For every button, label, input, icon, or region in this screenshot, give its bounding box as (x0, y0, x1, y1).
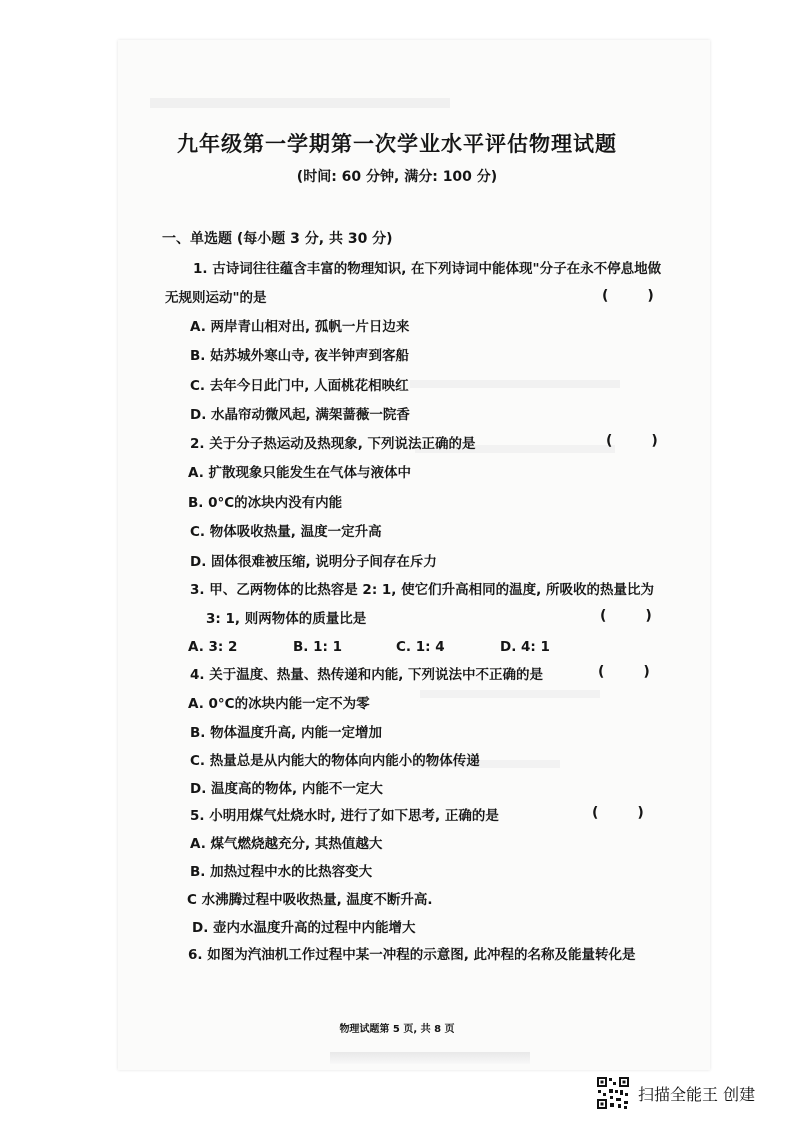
q3-option-a: A. 3: 2 (188, 639, 238, 655)
q3-stem-line1: 3. 甲、乙两物体的比热容是 2: 1, 使它们升高相同的温度, 所吸收的热量比为 (190, 582, 654, 598)
bleed-through-mark (420, 690, 600, 698)
q1-option-b: B. 姑苏城外寒山寺, 夜半钟声到客船 (190, 348, 409, 364)
q4-stem: 4. 关于温度、热量、热传递和内能, 下列说法中不正确的是 (190, 667, 544, 683)
q4-answer-paren: ( ) (598, 664, 650, 680)
bleed-through-mark (150, 98, 450, 108)
q5-answer-paren: ( ) (592, 805, 644, 821)
q1-option-a: A. 两岸青山相对出, 孤帆一片日边来 (190, 319, 410, 335)
q4-option-c: C. 热量总是从内能大的物体向内能小的物体传递 (190, 753, 480, 769)
q2-answer-paren: ( ) (606, 433, 658, 449)
exam-title: 九年级第一学期第一次学业水平评估物理试题 (177, 132, 617, 156)
q4-option-a: A. 0°C的冰块内能一定不为零 (188, 696, 370, 712)
q1-answer-paren: ( ) (602, 288, 654, 304)
bleed-through-mark (410, 380, 620, 388)
q2-option-d: D. 固体很难被压缩, 说明分子间存在斥力 (190, 554, 437, 570)
q1-stem-line1: 1. 古诗词往往蕴含丰富的物理知识, 在下列诗词中能体现"分子在永不停息地做 (193, 261, 662, 277)
q5-option-c: C 水沸腾过程中吸收热量, 温度不断升高. (187, 892, 433, 908)
q1-option-c: C. 去年今日此门中, 人面桃花相映红 (190, 378, 409, 394)
q5-option-d: D. 壶内水温度升高的过程中内能增大 (192, 920, 416, 936)
q2-option-c: C. 物体吸收热量, 温度一定升高 (190, 524, 382, 540)
scanner-watermark-text: 扫描全能王 创建 (638, 1085, 756, 1104)
q4-option-d: D. 温度高的物体, 内能不一定大 (190, 781, 383, 797)
q3-option-c: C. 1: 4 (396, 639, 445, 655)
exam-subtitle: (时间: 60 分钟, 满分: 100 分) (296, 169, 498, 185)
q1-stem-line2: 无规则运动"的是 (165, 290, 267, 306)
q5-option-b: B. 加热过程中水的比热容变大 (190, 864, 373, 880)
q5-option-a: A. 煤气燃烧越充分, 其热值越大 (190, 836, 383, 852)
section-heading: 一、单选题 (每小题 3 分, 共 30 分) (162, 231, 393, 247)
q2-option-a: A. 扩散现象只能发生在气体与液体中 (188, 465, 412, 481)
q2-stem: 2. 关于分子热运动及热现象, 下列说法正确的是 (190, 436, 476, 452)
qr-code-icon (596, 1076, 630, 1110)
q3-stem-line2: 3: 1, 则两物体的质量比是 (206, 611, 367, 627)
q3-option-b: B. 1: 1 (293, 639, 343, 655)
q3-option-d: D. 4: 1 (500, 639, 550, 655)
q2-option-b: B. 0°C的冰块内没有内能 (188, 495, 343, 511)
q4-option-b: B. 物体温度升高, 内能一定增加 (190, 725, 382, 741)
q5-stem: 5. 小明用煤气灶烧水时, 进行了如下思考, 正确的是 (190, 808, 499, 824)
scan-edge-shadow (330, 1052, 530, 1064)
q3-answer-paren: ( ) (600, 608, 652, 624)
q6-stem: 6. 如图为汽油机工作过程中某一冲程的示意图, 此冲程的名称及能量转化是 (188, 947, 636, 963)
page-footer: 物理试题第 5 页, 共 8 页 (339, 1024, 455, 1035)
q1-option-d: D. 水晶帘动微风起, 满架蔷薇一院香 (190, 407, 410, 423)
